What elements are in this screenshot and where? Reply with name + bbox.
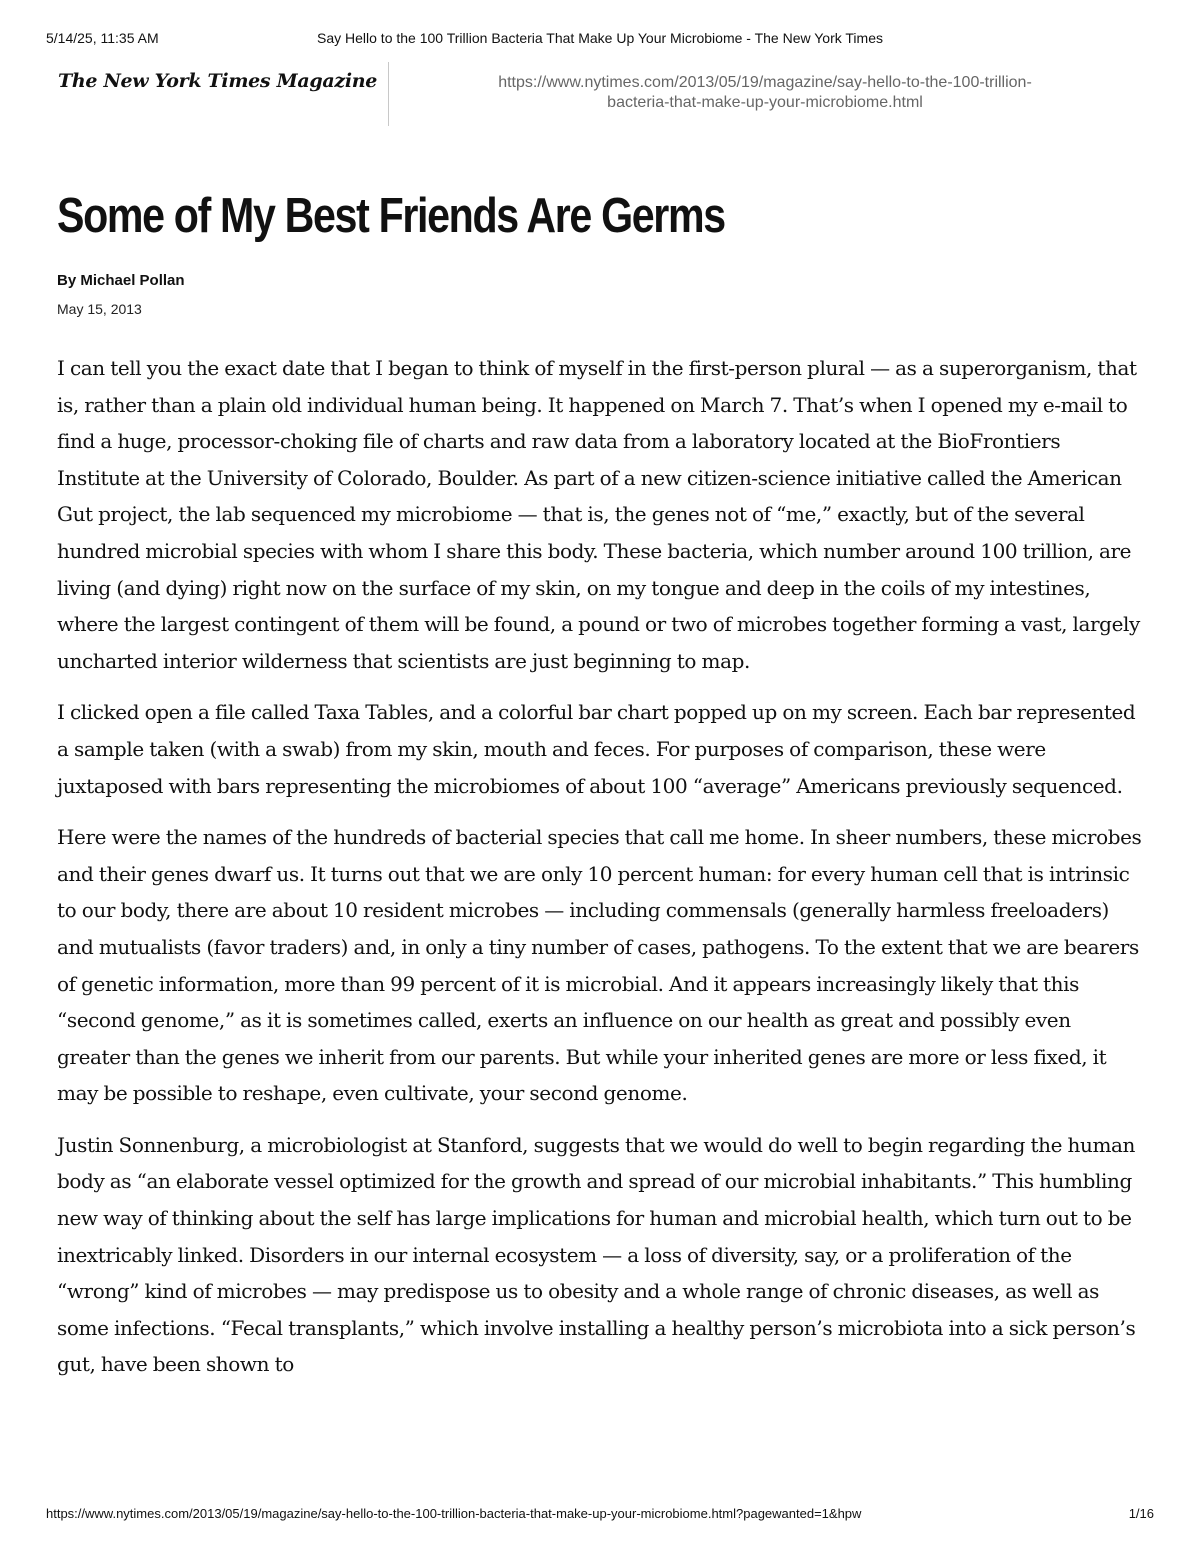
print-header [46,30,1154,50]
article-paragraph-1: I can tell you the exact date that I began to think of myself in the first-person plural — as a superorganism, that is, rather than a plain old individual human being. It happened on March 7. That’s when I opened my e-mail to find a huge, processor-choking file of charts and raw data from a laboratory located at the BioFrontiers Institute at the University of Colorado, Boulder. As part of a new citizen-science initiative called the American Gut project, the lab sequenced my microbiome — that is, the genes not of “me,” exactly, but of the several hundred microbial species with whom I share this body. These bacteria, which number around 100 trillion, are living (and dying) right now on the surface of my skin, on my tongue and deep in the coils of my intestines, where the largest contingent of them will be found, a pound or two of microbes together forming a vast, largely uncharted interior wilderness that scientists are just beginning to map. [57,356,1140,673]
article-url[interactable] [410,73,1120,113]
article-body [57,350,1147,1398]
article-date: May 15, 2013 [57,301,142,317]
nyt-magazine-logo[interactable]: The New York Times Magazine [58,70,378,92]
article-url-line-2: bacteria-that-make-up-your-microbiome.html [607,94,923,111]
article-paragraph-2: I clicked open a file called Taxa Tables, and a colorful bar chart popped up on my screen. Each bar represented a sample taken (with a swab) from my skin, mouth and feces. For purposes of comparison, these were juxtaposed with bars representing the microbiomes of about 100 “average” Americans previously sequenced. [57,700,1136,798]
article-byline: By Michael Pollan [57,272,185,289]
print-footer-url: https://www.nytimes.com/2013/05/19/magazine/say-hello-to-the-100-trillion-bacteria-that-make-up-your-microbiome.html?pagewanted=1&hpw [46,1506,862,1521]
article-headline: Some of My Best Friends Are Germs [57,189,725,243]
print-timestamp: 5/14/25, 11:35 AM [46,30,159,46]
article-url-line-1: https://www.nytimes.com/2013/05/19/magazine/say-hello-to-the-100-trillion- [498,74,1032,91]
article-paragraph-3: Here were the names of the hundreds of bacterial species that call me home. In sheer numbers, these microbes and their genes dwarf us. It turns out that we are only 10 percent human: for every human cell that is intrinsic to our body, there are about 10 resident microbes — including commensals (generally harmless freeloaders) and mutualists (favor traders) and, in only a tiny number of cases, pathogens. To the extent that we are bearers of genetic information, more than 99 percent of it is microbial. And it appears increasingly likely that this “second genome,” as it is sometimes called, exerts an influence on our health as great and possibly even greater than the genes we inherit from our parents. But while your inherited genes are more or less fixed, it may be possible to reshape, even cultivate, your second genome. [57,825,1142,1106]
print-footer [46,1506,1154,1526]
masthead [58,62,389,126]
page-number: 1/16 [1128,1506,1154,1521]
article-paragraph-4: Justin Sonnenburg, a microbiologist at Stanford, suggests that we would do well to begin regarding the human body as “an elaborate vessel optimized for the growth and spread of our microbial inhabitants.” This humbling new way of thinking about the self has large implications for human and microbial health, which turn out to be inextricably linked. Disorders in our internal ecosystem — a loss of diversity, say, or a proliferation of the “wrong” kind of microbes — may predispose us to obesity and a whole range of chronic diseases, as well as some infections. “Fecal transplants,” which involve installing a healthy person’s microbiota into a sick person’s gut, have been shown to [57,1132,1136,1377]
print-document-title: Say Hello to the 100 Trillion Bacteria That Make Up Your Microbiome - The New York Times [317,30,883,46]
